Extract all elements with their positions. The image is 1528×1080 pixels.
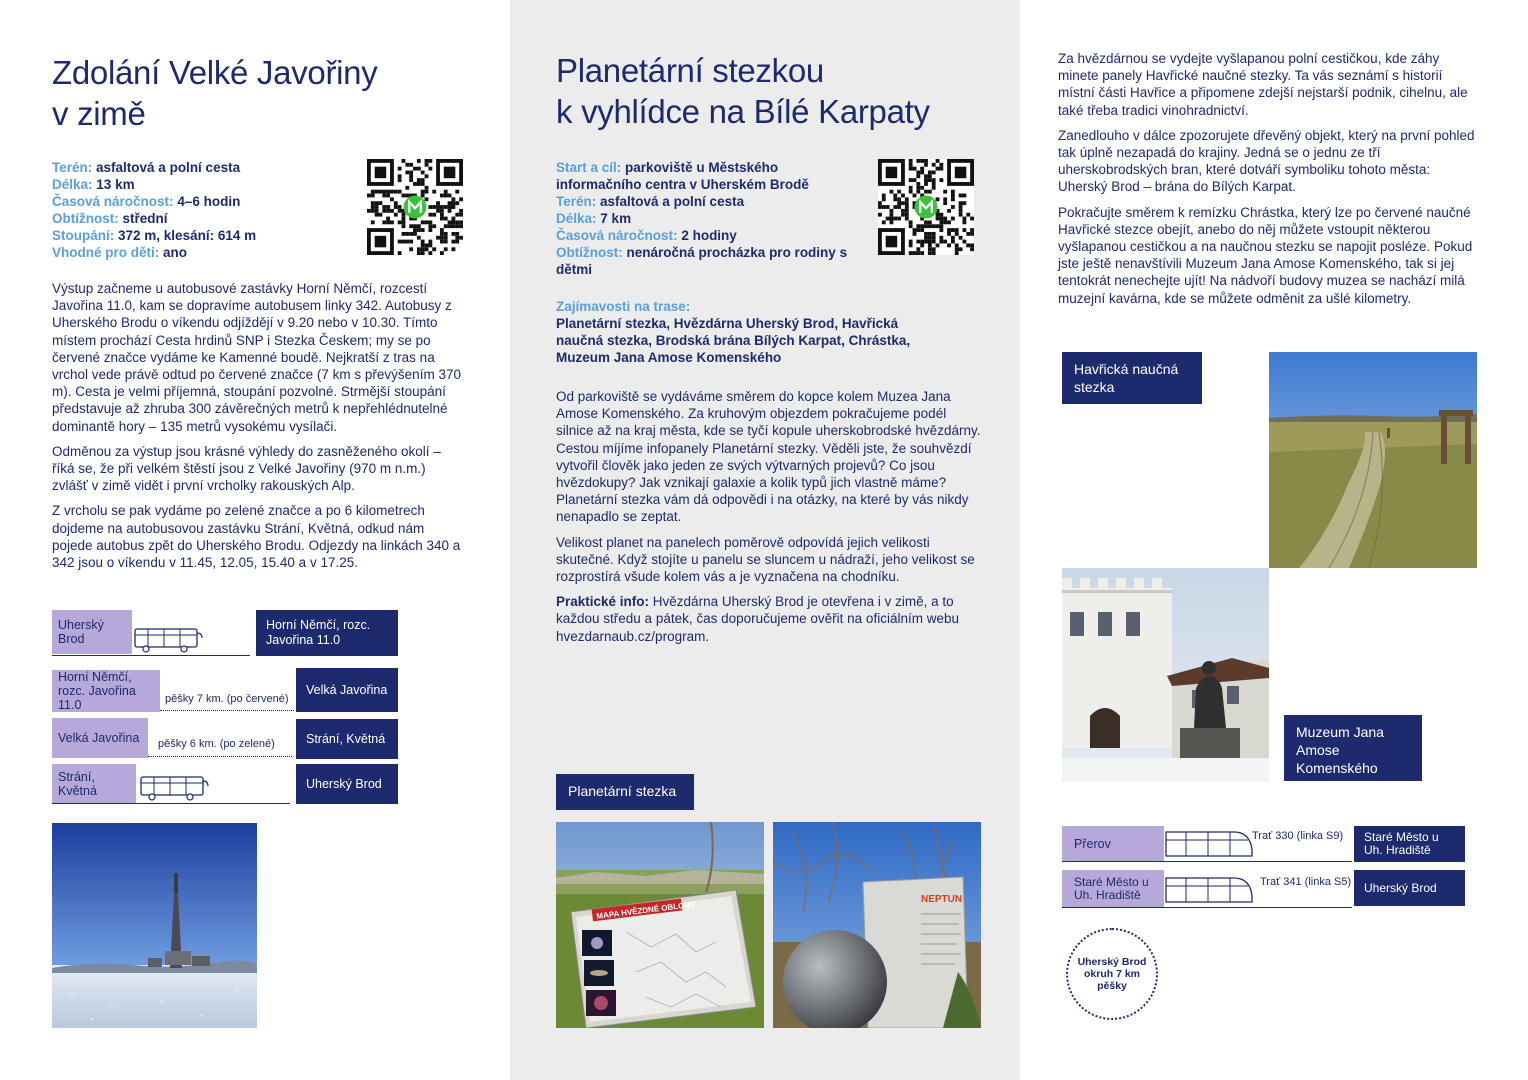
paragraph: Velikost planet na panelech poměrově odpovídá jejich velikosti skutečné. Když stojíte u panelu se sluncem u nádraží, jeho velikost se rozprostírá všude kolem vás a je vyznačena na chodníku.: [556, 534, 975, 585]
fact-key: Časová náročnost:: [556, 228, 678, 243]
photo-museum: [1062, 568, 1269, 782]
bus-icon: [140, 776, 214, 802]
title-line: k vyhlídce na Bílé Karpaty: [556, 93, 930, 130]
fact-row: [556, 210, 856, 227]
fact-row: [556, 244, 856, 278]
fact-key: Start a cíl:: [556, 160, 622, 175]
fact-row: [52, 227, 352, 244]
tag-planetarni-stezka: Planetární stezka: [556, 774, 694, 810]
title-line: v zimě: [52, 95, 146, 132]
fact-value: 372 m, klesání: 614 m: [118, 228, 257, 243]
fact-value: 4–6 hodin: [177, 194, 241, 209]
route-stop: Velká Javořina: [52, 718, 148, 758]
body-continuation: [1058, 50, 1476, 315]
facts-planetarni: [556, 159, 856, 278]
fact-row: [556, 227, 856, 244]
fact-value: 13 km: [96, 177, 135, 192]
paragraph: Z vrcholu se pak vydáme po zelené značce a po 6 kilometrech dojdeme na autobusovou zastávku Strání, Květná, odkud nám pojede autobus zpět do Uherského Brodu. Odjezdy na linkách 340 a 342 jsou o víkendu v 11.45, 12.05, 15.40 a v 17.25.: [52, 503, 461, 571]
fact-key: Stoupání:: [52, 228, 115, 243]
fact-value: 7 km: [600, 211, 632, 226]
fact-row: [52, 176, 352, 193]
paragraph: Odměnou za výstup jsou krásné výhledy do zasněženého okolí – říká se, že při velkém štěstí jsou z Velké Javořiny (970 m n.m.) zvlášť v zimě vidět i první vrcholky rakouských Alp.: [52, 443, 441, 494]
qr-code-icon[interactable]: [367, 159, 463, 255]
fact-key: Obtížnost:: [52, 211, 119, 226]
paragraph: Od parkoviště se vydáváme směrem do kopce kolem Muzea Jana Amose Komenského. Za kruhovým objezdem pokračujeme podél silnice až na kraj města, kde se tyčí kopule uherskobrodské hvězdárny. Cestou míjíme infopanely Planetární stezky. Věděli jste, že souhvězdí vytvořil člověk jako jeden ze svých výtvarných projevů? Co jsou hvězdokupy? Jak vznikají galaxie a kolik typů jich vlastně máme? Planetární stezka vám dá odpovědi i na otázky, na které by vás nikdy nenapadlo se zeptat.: [556, 389, 981, 525]
route-stop: Horní Němčí, rozc. Javořina 11.0: [52, 670, 160, 712]
route-stop: Uherský Brod: [296, 764, 398, 804]
sights-list: Planetární stezka, Hvězdárna Uherský Brod, Havřická naučná stezka, Brodská brána Bílých Karpat, Chrástka, Muzeum Jana Amose Komenského: [556, 316, 911, 365]
route-stop: Staré Město u Uh. Hradiště: [1062, 870, 1164, 908]
route-line: [160, 710, 294, 711]
route-line: [148, 756, 292, 757]
fact-row: [556, 159, 856, 193]
route-stop: Horní Němčí, rozc. Javořina 11.0: [256, 610, 398, 656]
fact-value: 2 hodiny: [681, 228, 737, 243]
title-javorina: [52, 52, 377, 134]
route-stop: Velká Javořina: [296, 668, 398, 712]
photo-star-map: [556, 822, 764, 1028]
fact-row: [556, 193, 856, 210]
photo-javorina-tower: [52, 823, 257, 1028]
fact-value: parkoviště u Městského informačního centra v Uherském Brodě: [556, 160, 809, 192]
fact-key: Obtížnost:: [556, 245, 623, 260]
fact-key: Terén:: [52, 160, 93, 175]
column-continuation: [1020, 0, 1528, 1080]
loop-badge-line: okruh 7 km pěšky: [1083, 968, 1141, 992]
fact-row: [52, 244, 352, 261]
loop-badge-line: Uherský Brod: [1077, 956, 1147, 968]
tag-havricka: Havřická naučná stezka: [1062, 352, 1202, 404]
practical-label: Praktické info:: [556, 594, 650, 610]
fact-key: Časová náročnost:: [52, 194, 174, 209]
body-planetarni: [556, 388, 986, 653]
fact-key: Délka:: [52, 177, 93, 192]
fact-row: [52, 159, 352, 176]
column-javorina: [0, 0, 510, 1080]
loop-badge: [1066, 928, 1158, 1020]
title-line: Planetární stezkou: [556, 52, 824, 89]
fact-value: asfaltová a polní cesta: [600, 194, 745, 209]
fact-value: asfaltová a polní cesta: [96, 160, 241, 175]
paragraph: Výstup začneme u autobusové zastávky Horní Němčí, rozcestí Javořina 11.0, kam se dopravíme autobusem linky 342. Autobusy z Uherského Brodu o víkendu odjíždějí v 9.20 nebo v 10.30. Tímto místem prochází Cesta hrdinů SNP i Stezka Českem; my se po červené značce vydáme ke Kamenné boudě. Nejkratší z tras na vrchol vede právě odtud po červené značce (7 km s převýšením 370 m). Cesta je velmi příjemná, stoupání pozvolné. Strmější stoupání představuje až zhruba 300 závěrečných metrů k nepřehlédnutelné dominantě hory – 135 metrů vysokému vysílači.: [52, 281, 461, 434]
fact-key: Délka:: [556, 211, 597, 226]
fact-key: Vhodné pro děti:: [52, 245, 160, 260]
body-javorina: [52, 280, 462, 579]
train-icon: [1164, 872, 1254, 906]
route-stop: Strání, Květná: [296, 719, 398, 759]
facts-javorina: [52, 159, 352, 261]
title-planetarni: [556, 50, 930, 132]
qr-code-icon[interactable]: [878, 159, 974, 255]
route-stop: Uherský Brod: [52, 610, 132, 654]
route-label: Trať 330 (linka S9): [1252, 830, 1344, 842]
route-line: [52, 655, 250, 656]
sights-heading: Zajímavosti na trase:: [556, 299, 691, 314]
sights-block: [556, 298, 946, 366]
route-line: [1062, 907, 1352, 908]
column-planetarni: [510, 0, 1020, 1080]
route-line: [52, 803, 290, 804]
route-stop: Uherský Brod: [1354, 870, 1465, 906]
photo-neptune: [773, 822, 981, 1028]
route-label: pěšky 6 km. (po zelené): [158, 738, 275, 750]
fact-value: nenáročná procházka pro rodiny s dětmi: [556, 245, 848, 277]
bus-icon: [134, 628, 204, 654]
tag-muzeum: Muzeum Jana Amose Komenského: [1284, 715, 1422, 781]
practical-info: [556, 593, 986, 645]
fact-row: [52, 193, 352, 210]
fact-key: Terén:: [556, 194, 597, 209]
route-line: [1062, 861, 1352, 862]
fact-row: [52, 210, 352, 227]
route-stop: Přerov: [1062, 826, 1164, 862]
route-label: Trať 341 (linka S5): [1260, 876, 1352, 888]
route-label: pěšky 7 km. (po červené): [165, 693, 289, 705]
star-map-text: MAPA HVĚZDNÉ OBLOHY: [595, 899, 696, 921]
title-line: Zdolání Velké Javořiny: [52, 54, 378, 91]
neptune-text: NEPTUN: [921, 894, 963, 905]
practical-text: Hvězdárna Uherský Brod je otevřena i v zimě, a to každou středu a pátek, čas doporučujeme ověřit na oficiálním webu hvezdarnaub.cz/program.: [556, 594, 959, 644]
fact-value: ano: [163, 245, 188, 260]
paragraph: Za hvězdárnou se vydejte vyšlapanou polní cestičkou, kde záhy minete panely Havřické naučné stezky. Ta vás seznámí s historií místní části Havřice a připomene zdejší nejstarší podnik, cihelnu, ale také třeba tradici vinohradnictví.: [1058, 51, 1468, 118]
route-stop: Staré Město u Uh. Hradiště: [1354, 826, 1465, 862]
paragraph: Pokračujte směrem k remízku Chrástka, který lze po červené naučné Havřické stezce obejít, anebo do něj můžete vstoupit některou vyšlapanou cestičkou a na naučnou stezku se napojit posléze. Pokud jste ještě nenavštívili Muzeum Jana Amose Komenského, tak si jej tentokrát nenechejte ujít! Na nádvoří budovy muzea se nachází milá muzejní kavárna, kde se můžete odměnit za ušlé kilometry.: [1058, 204, 1473, 306]
photo-field-gate: [1269, 352, 1477, 568]
route-stop: Strání, Květná: [52, 764, 136, 804]
fact-value: střední: [122, 211, 168, 226]
train-icon: [1164, 826, 1254, 860]
paragraph: Zanedlouho v dálce zpozorujete dřevěný objekt, který na první pohled tak úplně nezapadá do krajiny. Jedná se o jednu ze tří uherskobrodských bran, které dotváří symboliku tohoto města: Uherský Brod – brána do Bílých Karpat.: [1058, 127, 1475, 195]
